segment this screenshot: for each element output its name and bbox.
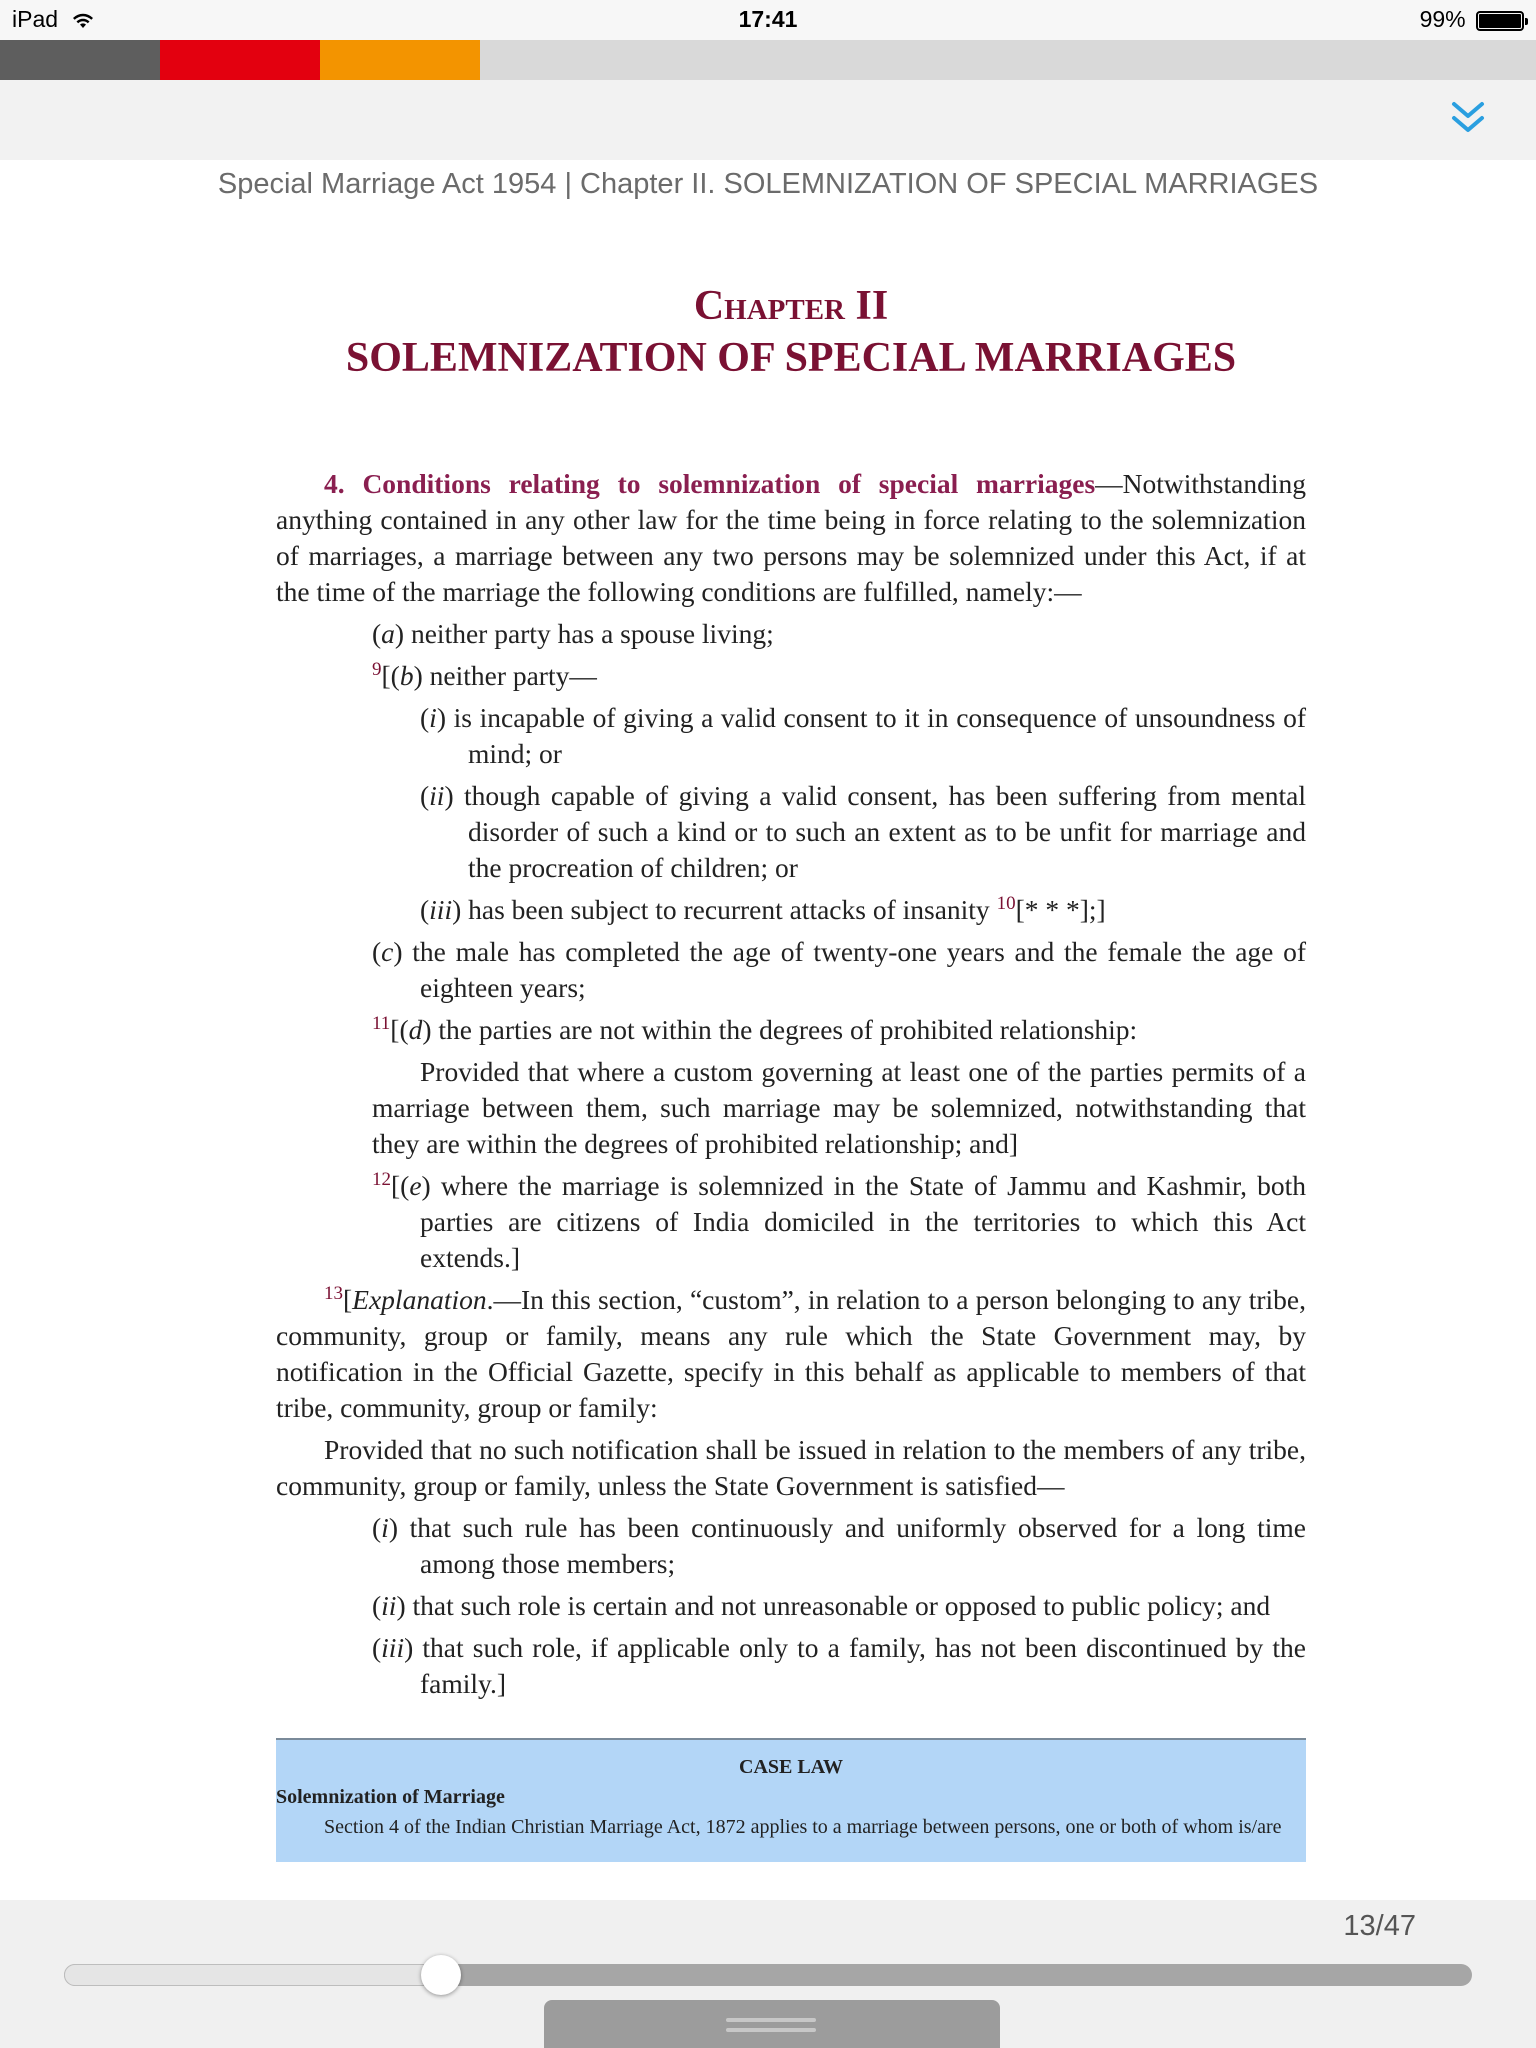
document-body bbox=[276, 280, 1306, 1708]
clause-text: the male has completed the age of twenty-one years and the female the age of eighteen years; bbox=[412, 936, 1306, 1003]
clause-letter: d bbox=[408, 1014, 423, 1045]
drawer-handle[interactable] bbox=[544, 2000, 1000, 2048]
section-intro-text: —Notwithstanding anything contained in any other law for the time being in force relating to the solemnization of marriages, a marriage between any two persons may be solemnized under this Act, if at the time of the marriage the following conditions are fulfilled, namely:— bbox=[276, 468, 1306, 607]
explanation-text: .—In this section, “custom”, in relation to a person belonging to any tribe, community, group or family, means any rule which the State Government may, by notification in the Official Gazette, specify in this behalf as applicable to members of that tribe, community, group or family: bbox=[276, 1284, 1306, 1423]
subclause-b-i: (i) is incapable of giving a valid consent to it in consequence of unsoundness of mind; or bbox=[420, 702, 1306, 769]
subclause-text: has been subject to recurrent attacks of insanity bbox=[468, 894, 997, 925]
subclause-num: ii bbox=[429, 780, 445, 811]
clause-a: (a) neither party has a spouse living; bbox=[372, 618, 774, 649]
proviso-i: (i) that such rule has been continuously and uniformly observed for a long time among those members; bbox=[372, 1512, 1306, 1579]
clause-letter: a bbox=[381, 618, 395, 649]
battery-percent: 99% bbox=[1419, 6, 1466, 32]
case-law-heading: Solemnization of Marriage bbox=[276, 1786, 505, 1808]
subclause-num: ii bbox=[381, 1590, 397, 1621]
explanation: $^{13}$[Explanation.—In this section, “custom”, in relation to a person belonging to any tribe, community, group or family, means any rule which the State Government may, by notification in the Official Gazette, specify in this behalf as applicable to members of that tribe, community, group or family: bbox=[276, 1282, 1306, 1423]
subclause-b-ii: (ii) though capable of giving a valid consent, has been suffering from mental disorder of such a kind or to such an extent as to be unfit for marriage and the procreation of children; or bbox=[420, 780, 1306, 883]
subclause-text: that such rule has been continuously and uniformly observed for a long time among those members; bbox=[409, 1512, 1306, 1579]
chapter-title: SOLEMNIZATION OF SPECIAL MARRIAGES bbox=[345, 335, 1237, 381]
case-law-text: Section 4 of the Indian Christian Marriage Act, 1872 applies to a marriage between persons, one or both of whom is/are bbox=[324, 1816, 1282, 1838]
clause-b: $^9$[(b) neither party— bbox=[372, 658, 597, 691]
subclause-text: that such role, if applicable only to a family, has not been discontinued by the family.] bbox=[420, 1632, 1306, 1699]
chevron-double-down-icon[interactable] bbox=[1440, 94, 1496, 144]
subclause-b-iii: (iii) has been subject to recurrent attacks of insanity $^{10}$[* * *];] bbox=[420, 892, 1106, 925]
clause-text: neither party has a spouse living; bbox=[410, 618, 774, 649]
top-toolbar bbox=[0, 80, 1536, 160]
tab-orange[interactable] bbox=[320, 40, 480, 80]
clause-e: $^{12}$[(e) where the marriage is solemnized in the State of Jammu and Kashmir, both parties are citizens of India domiciled in the territories to which this Act extends.] bbox=[372, 1168, 1306, 1273]
clause-letter: b bbox=[399, 660, 414, 691]
clause-c: (c) the male has completed the age of twenty-one years and the female the age of eighteen years; bbox=[372, 936, 1306, 1003]
footnote-ref[interactable]: 11 bbox=[372, 1012, 391, 1034]
clause-letter: c bbox=[381, 936, 394, 967]
subclause-num: iii bbox=[381, 1632, 405, 1663]
status-right bbox=[1420, 6, 1524, 33]
device-name: iPad bbox=[12, 6, 59, 32]
footnote-ref[interactable]: 10 bbox=[996, 892, 1016, 914]
footnote-ref[interactable]: 9 bbox=[372, 658, 382, 680]
grip-line bbox=[726, 2028, 816, 2032]
color-tab-bar bbox=[0, 40, 1536, 80]
subclause-text: that such role is certain and not unreasonable or opposed to public policy; and bbox=[412, 1590, 1271, 1621]
subclause-tail: [* * *];] bbox=[1015, 894, 1106, 925]
subclause-num: i bbox=[381, 1512, 389, 1543]
clause-text: where the marriage is solemnized in the State of Jammu and Kashmir, both parties are citizens of India domiciled in the territories to which this Act extends.] bbox=[420, 1170, 1306, 1273]
subclause-text: though capable of giving a valid consent, has been suffering from mental disorder of such a kind or to such an extent as to be unfit for marriage and the procreation of children; or bbox=[464, 780, 1306, 883]
clause-text: the parties are not within the degrees of prohibited relationship: bbox=[438, 1014, 1138, 1045]
section-heading[interactable]: 4. Conditions relating to solemnization of special marriages bbox=[324, 468, 1096, 499]
battery-icon bbox=[1476, 11, 1524, 31]
clause-text: neither party— bbox=[429, 660, 597, 691]
subclause-num: iii bbox=[429, 894, 453, 925]
clause-d-proviso: Provided that where a custom governing at least one of the parties permits of a marriage between them, such marriage may be solemnized, notwithstanding that they are within the degrees of prohibited relationship; and] bbox=[372, 1056, 1306, 1159]
clause-d: $^{11}$[(d) the parties are not within the degrees of prohibited relationship: bbox=[372, 1012, 1138, 1045]
case-law-box bbox=[276, 1738, 1306, 1862]
page-indicator: 13/47 bbox=[1343, 1910, 1416, 1942]
proviso-ii: (ii) that such role is certain and not unreasonable or opposed to public policy; and bbox=[372, 1590, 1271, 1621]
page-slider-fill bbox=[64, 1964, 441, 1986]
tab-gray[interactable] bbox=[0, 40, 160, 80]
clock: 17:41 bbox=[738, 6, 798, 32]
case-law-title: CASE LAW bbox=[739, 1756, 843, 1778]
tab-red[interactable] bbox=[160, 40, 320, 80]
section-4-intro bbox=[276, 466, 1306, 610]
breadcrumb: Special Marriage Act 1954 | Chapter II. SOLEMNIZATION OF SPECIAL MARRIAGES bbox=[217, 168, 1319, 200]
page-slider-thumb[interactable] bbox=[421, 1955, 461, 1995]
explanation-proviso: Provided that no such notification shall be issued in relation to the members of any tribe, community, group or family, unless the State Government is satisfied— bbox=[276, 1434, 1306, 1501]
subclause-num: i bbox=[429, 702, 437, 733]
status-bar bbox=[0, 0, 1536, 40]
grip-line bbox=[726, 2018, 816, 2022]
clause-letter: e bbox=[409, 1170, 422, 1201]
chapter-label: Chapter II bbox=[693, 283, 889, 329]
explanation-label: Explanation bbox=[352, 1284, 487, 1315]
subclause-text: is incapable of giving a valid consent to it in consequence of unsoundness of mind; or bbox=[453, 702, 1306, 769]
footnote-ref[interactable]: 13 bbox=[324, 1282, 343, 1304]
page-slider[interactable] bbox=[64, 1964, 1472, 1986]
footnote-ref[interactable]: 12 bbox=[372, 1168, 391, 1190]
proviso-iii: (iii) that such role, if applicable only to a family, has not been discontinued by the family.] bbox=[372, 1632, 1306, 1699]
